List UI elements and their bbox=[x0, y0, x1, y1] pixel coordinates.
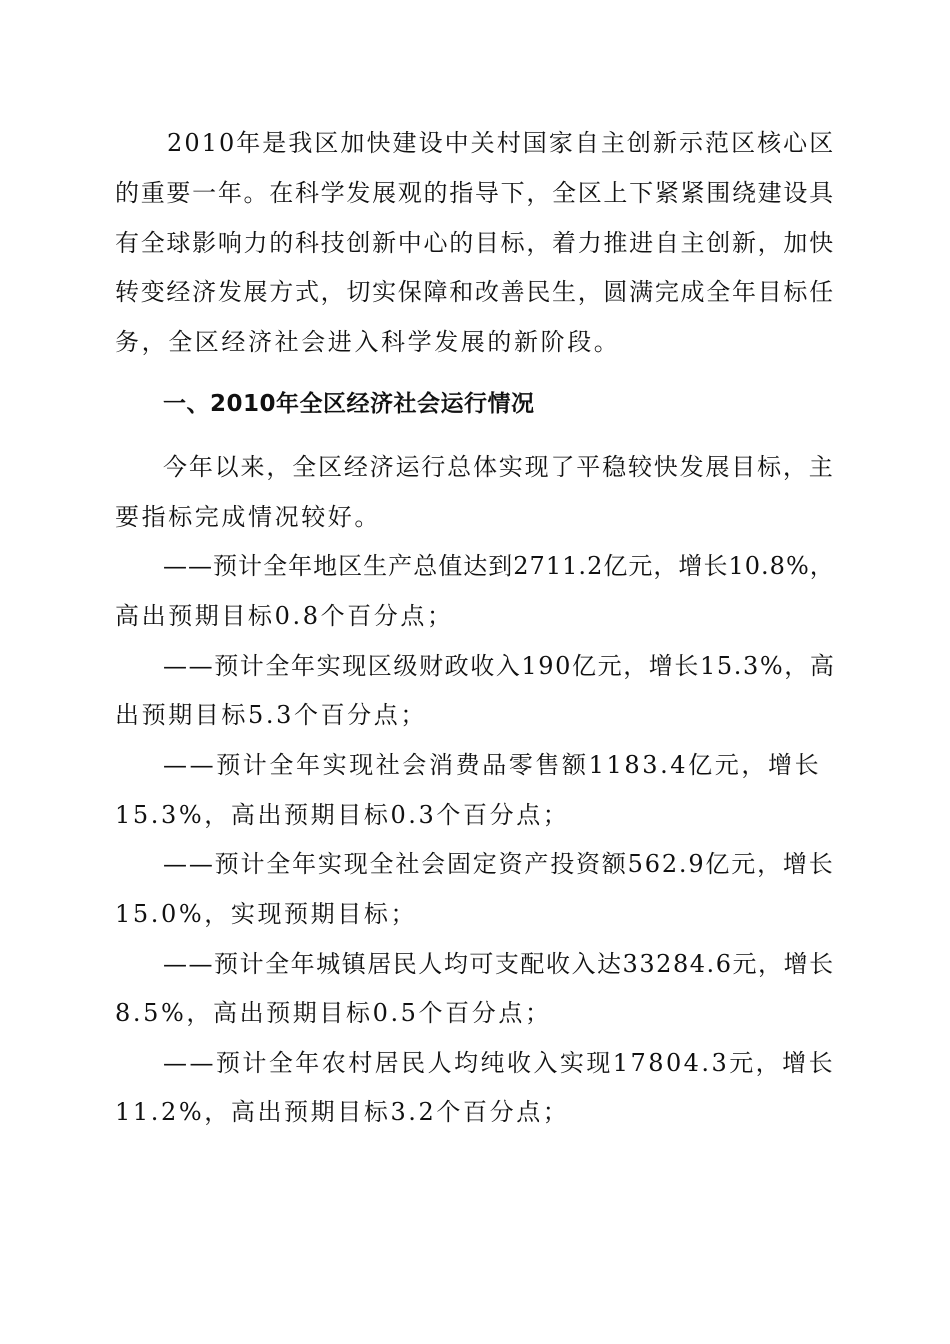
indicator-line: ——预计全年实现社会消费品零售额1183.4亿元，增长 bbox=[163, 751, 822, 779]
indicator-line: ——预计全年地区生产总值达到2711.2亿元，增长10.8%， bbox=[163, 552, 835, 580]
indicator-line: ——预计全年城镇居民人均可支配收入达33284.6元，增长 bbox=[163, 950, 835, 978]
indicator-line: 8.5%，高出预期目标0.5个百分点； bbox=[115, 999, 552, 1027]
intro-line: 务，全区经济社会进入科学发展的新阶段。 bbox=[115, 328, 621, 356]
overview-line: 要指标完成情况较好。 bbox=[115, 503, 381, 531]
indicator-line: 高出预期目标0.8个百分点； bbox=[115, 602, 454, 630]
indicator-line: 15.3%，高出预期目标0.3个百分点； bbox=[115, 801, 570, 829]
indicator-line: 11.2%，高出预期目标3.2个百分点； bbox=[115, 1098, 570, 1126]
indicator-line: 15.0%，实现预期目标； bbox=[115, 900, 418, 928]
intro-line: 转变经济发展方式，切实保障和改善民生，圆满完成全年目标任 bbox=[115, 278, 835, 306]
intro-line: 2010年是我区加快建设中关村国家自主创新示范区核心区 bbox=[167, 129, 836, 157]
intro-line: 有全球影响力的科技创新中心的目标，着力推进自主创新，加快 bbox=[115, 229, 835, 257]
section-heading: 一、2010年全区经济社会运行情况 bbox=[163, 391, 535, 417]
indicator-line: ——预计全年农村居民人均纯收入实现17804.3元，增长 bbox=[163, 1049, 836, 1077]
indicator-line: ——预计全年实现区级财政收入190亿元，增长15.3%，高 bbox=[163, 652, 836, 680]
indicator-line: 出预期目标5.3个百分点； bbox=[115, 701, 427, 729]
indicator-line: ——预计全年实现全社会固定资产投资额562.9亿元，增长 bbox=[163, 850, 835, 878]
intro-line: 的重要一年。在科学发展观的指导下，全区上下紧紧围绕建设具 bbox=[115, 179, 835, 207]
overview-line: 今年以来，全区经济运行总体实现了平稳较快发展目标，主 bbox=[163, 453, 835, 481]
